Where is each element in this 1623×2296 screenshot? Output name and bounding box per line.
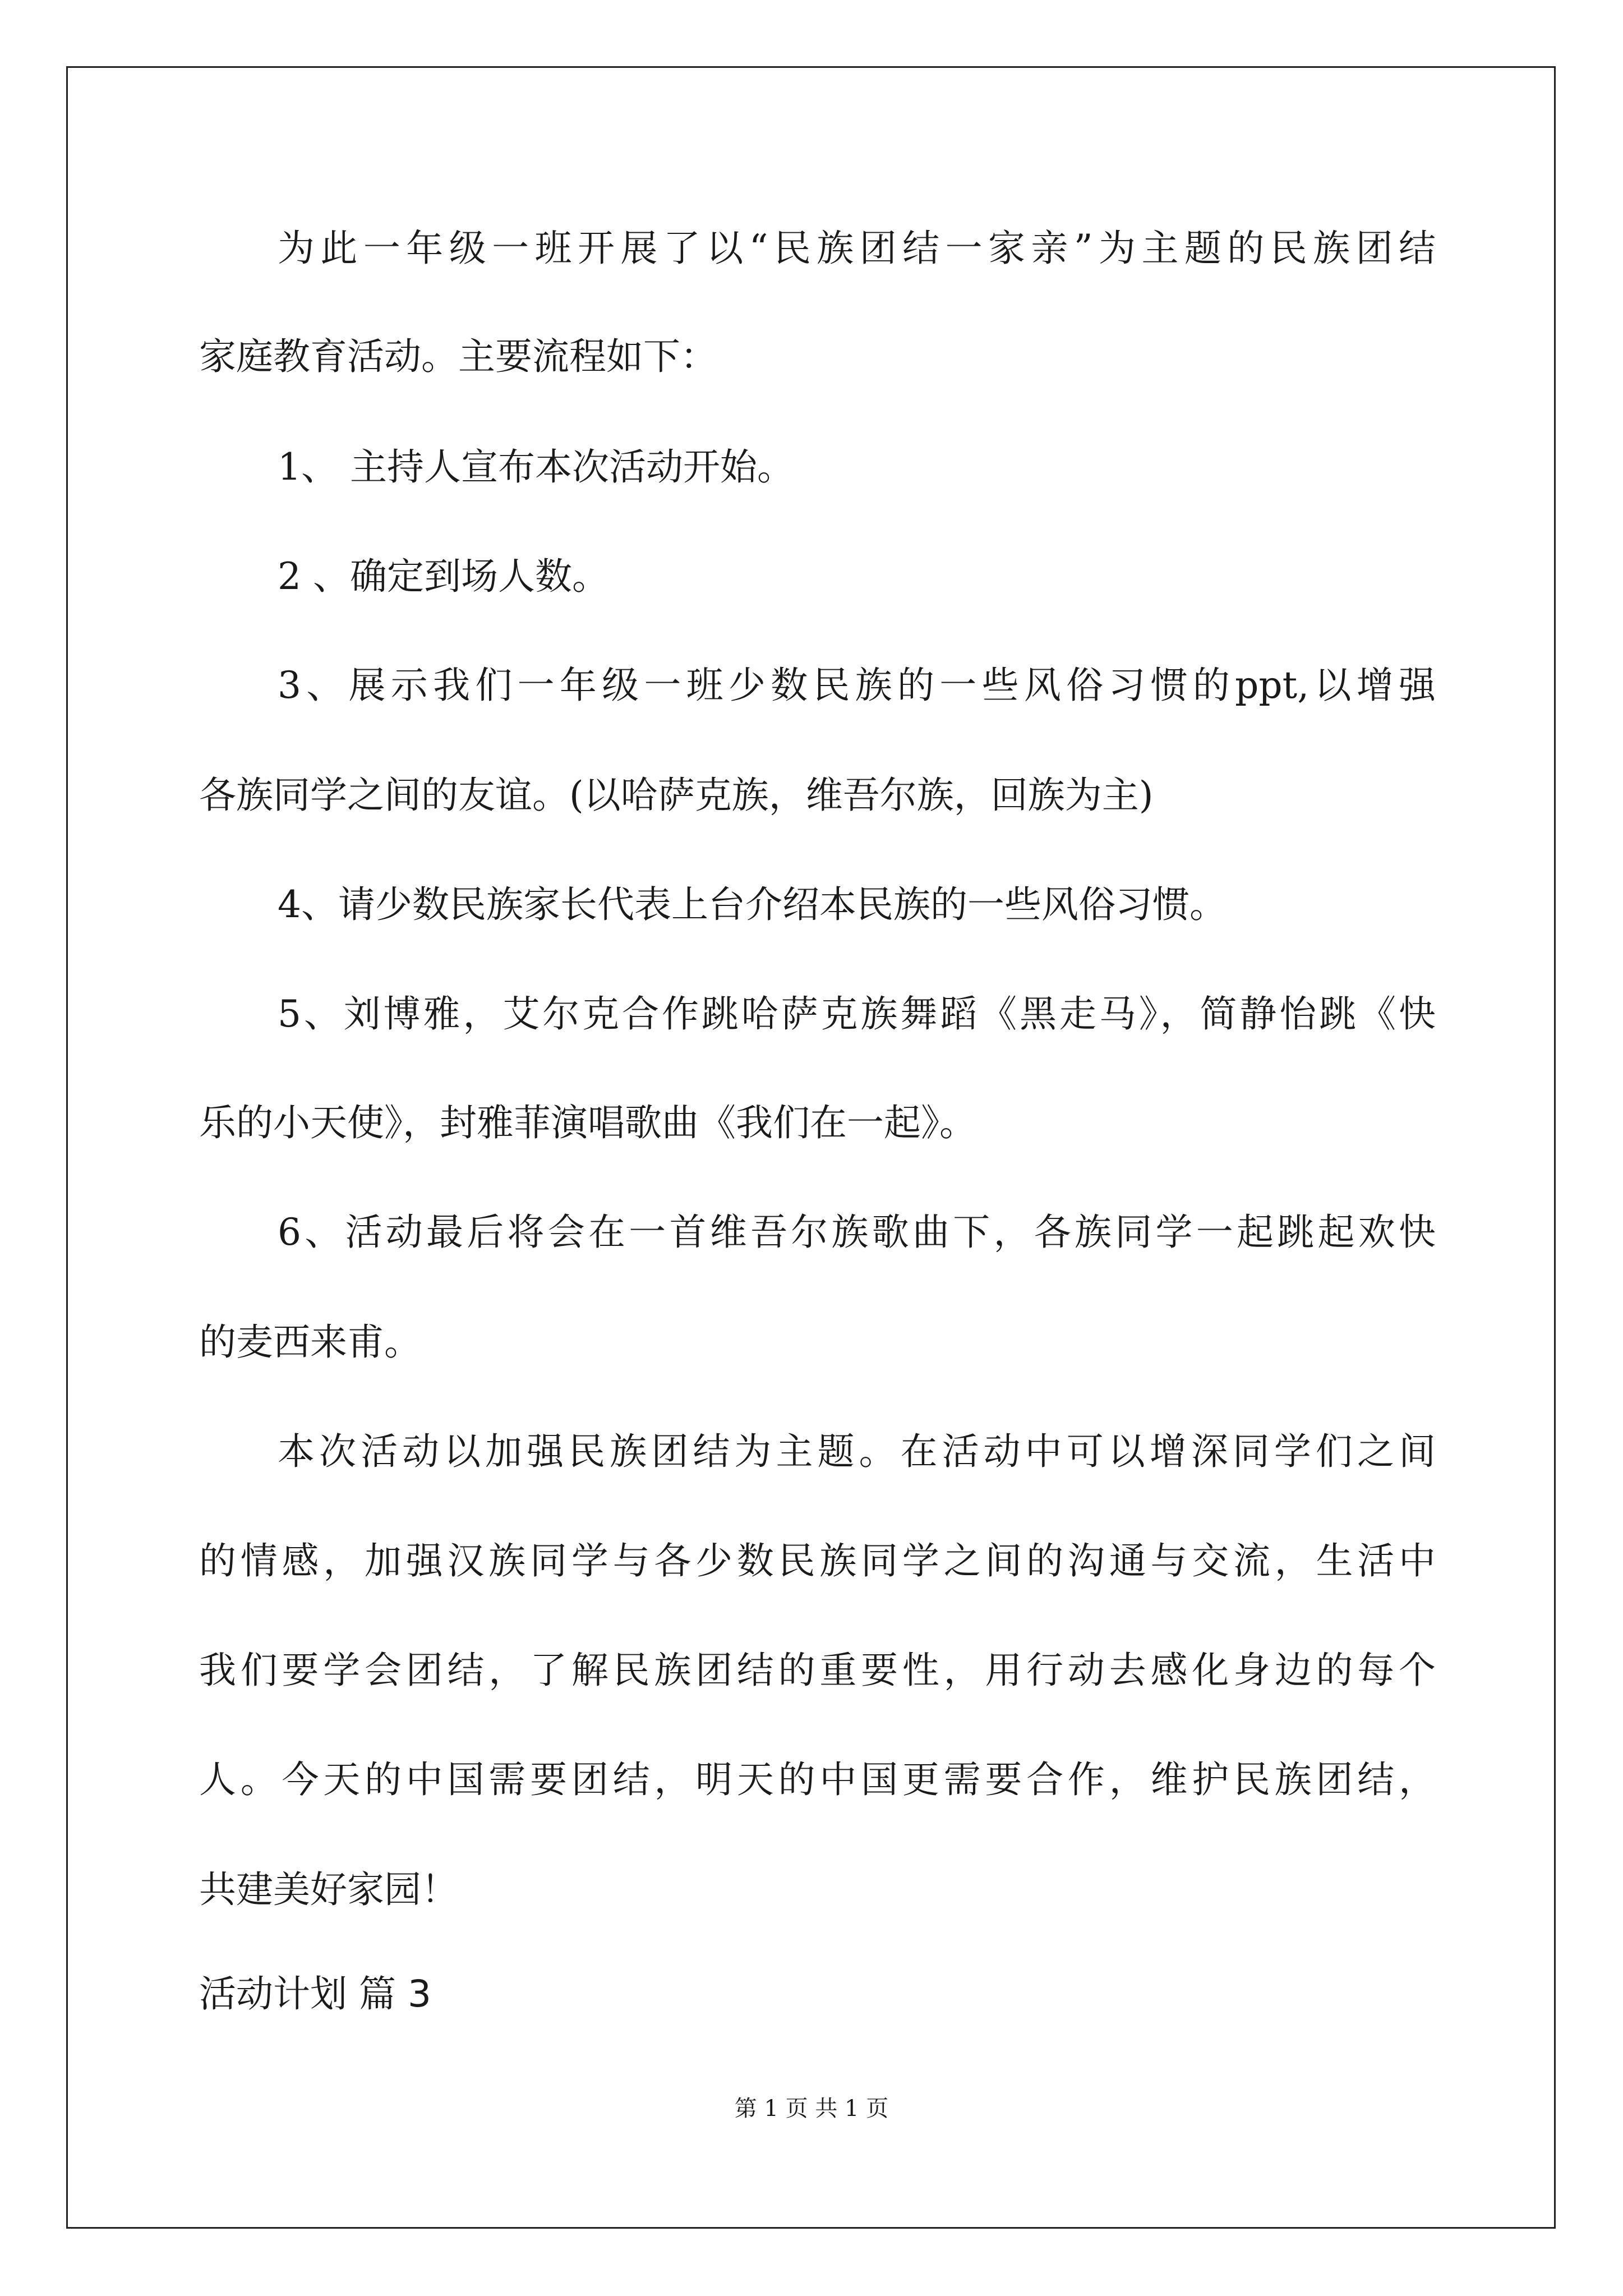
paragraph-line: 为此一年级一班开展了以“民族团结一家亲”为主题的民族团结 xyxy=(278,227,1436,270)
list-item: 5、刘博雅，艾尔克合作跳哈萨克族舞蹈《黑走马》，简静怡跳《快 xyxy=(278,992,1436,1036)
section-heading: 活动计划 篇 3 xyxy=(199,1972,431,2016)
paragraph-line: 各族同学之间的友谊。(以哈萨克族，维吾尔族，回族为主) xyxy=(199,774,1154,817)
paragraph-line: 的情感，加强汉族同学与各少数民族同学之间的沟通与交流，生活中 xyxy=(199,1539,1436,1582)
paragraph-line: 人。今天的中国需要团结，明天的中国更需要合作，维护民族团结， xyxy=(199,1758,1436,1801)
paragraph-line: 家庭教育活动。主要流程如下： xyxy=(199,335,717,378)
list-item: 1、 主持人宣布本次活动开始。 xyxy=(278,445,794,489)
list-item: 6、活动最后将会在一首维吾尔族歌曲下，各族同学一起跳起欢快 xyxy=(278,1211,1436,1254)
list-item: 3、展示我们一年级一班少数民族的一些风俗习惯的ppt,以增强 xyxy=(278,664,1436,707)
list-item: 4、请少数民族家长代表上台介绍本民族的一些风俗习惯。 xyxy=(278,883,1227,926)
paragraph-line: 我们要学会团结，了解民族团结的重要性，用行动去感化身边的每个 xyxy=(199,1649,1436,1692)
paragraph-line: 共建美好家园！ xyxy=(199,1868,458,1911)
page-footer: 第 1 页 共 1 页 xyxy=(734,2096,889,2122)
list-item: 2 、确定到场人数。 xyxy=(278,555,609,598)
paragraph-line: 本次活动以加强民族团结为主题。在活动中可以增深同学们之间 xyxy=(278,1430,1436,1473)
paragraph-line: 的麦西来甫。 xyxy=(199,1320,421,1364)
paragraph-line: 乐的小天使》，封雅菲演唱歌曲《我们在一起》。 xyxy=(199,1101,976,1144)
